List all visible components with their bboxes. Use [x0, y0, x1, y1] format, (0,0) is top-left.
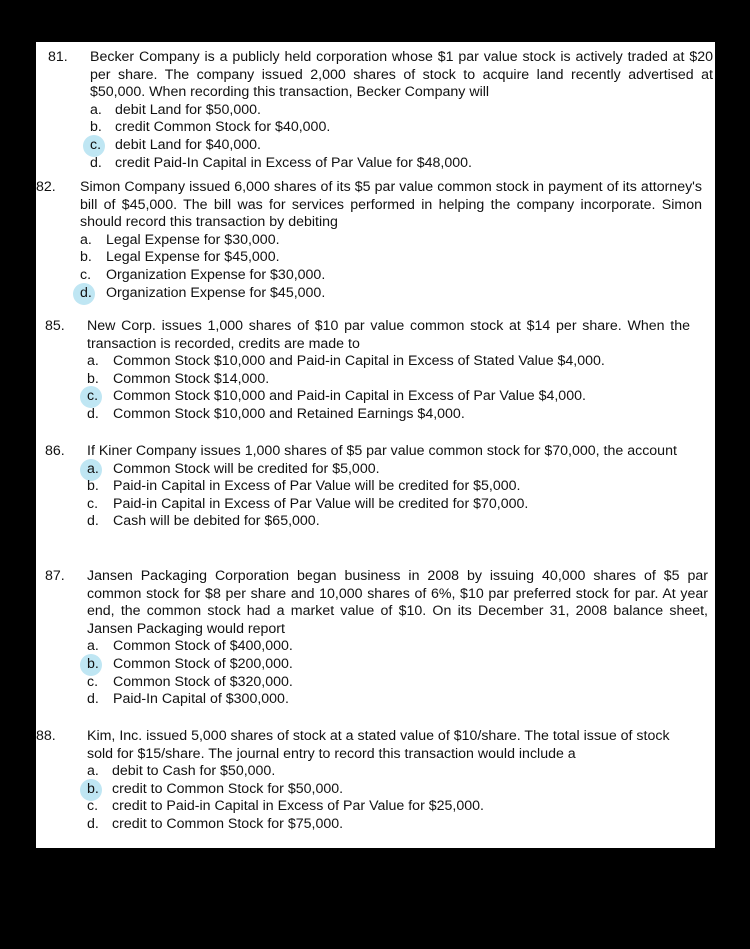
- option-letter: d.: [87, 405, 99, 422]
- option-letter: c.: [87, 495, 99, 512]
- option-letter: a.: [87, 638, 99, 655]
- option-text: Paid-in Capital in Excess of Par Value will be credited for $70,000.: [113, 495, 529, 512]
- question-number: 87.: [45, 568, 65, 584]
- option-text: Common Stock of $320,000.: [113, 673, 293, 690]
- question-85: [45, 318, 690, 424]
- option-d-selected[interactable]: [80, 285, 702, 303]
- question-number: 88.: [36, 728, 56, 744]
- option-d[interactable]: [90, 155, 713, 173]
- option-b-selected[interactable]: [87, 781, 686, 799]
- option-a[interactable]: [87, 638, 708, 656]
- option-text: Common Stock $10,000 and Paid-in Capital in Excess of Stated Value $4,000.: [113, 353, 605, 370]
- question-86: [45, 443, 681, 531]
- option-text: Organization Expense for $30,000.: [106, 266, 326, 283]
- question-stem: Becker Company is a publicly held corporation whose $1 par value stock is actively traded at $20 per share. The company issued 2,000 shares of stock to acquire land recently advertised at $50,000. When recording this transaction, Becker Company will: [90, 49, 713, 101]
- question-82: [36, 179, 702, 302]
- option-c[interactable]: [87, 798, 686, 816]
- option-letter: d.: [80, 284, 92, 301]
- question-stem: Kim, Inc. issued 5,000 shares of stock at a stated value of $10/share. The total issue of stock sold for $15/share. The journal entry to record this transaction would include a: [87, 728, 670, 762]
- option-d[interactable]: [87, 691, 708, 709]
- option-letter: a.: [90, 101, 102, 118]
- option-text: debit Land for $40,000.: [115, 136, 261, 153]
- option-text: Common Stock of $200,000.: [113, 655, 293, 672]
- question-number: 81.: [48, 49, 68, 65]
- question-number: 86.: [45, 443, 65, 459]
- option-b[interactable]: [90, 119, 713, 137]
- question-88: [36, 728, 686, 834]
- option-a[interactable]: [90, 102, 713, 120]
- option-text: debit to Cash for $50,000.: [112, 763, 276, 780]
- worksheet-page: [36, 42, 715, 848]
- option-letter: b.: [87, 780, 99, 797]
- question-81: [48, 49, 713, 172]
- option-b[interactable]: [80, 249, 702, 267]
- option-text: Organization Expense for $45,000.: [106, 284, 326, 301]
- option-d[interactable]: [87, 406, 690, 424]
- option-c[interactable]: [87, 674, 708, 692]
- question-number: 82.: [36, 179, 56, 195]
- question-87: [45, 568, 708, 709]
- option-text: Paid-in Capital in Excess of Par Value will be credited for $5,000.: [113, 478, 521, 495]
- question-stem: Simon Company issued 6,000 shares of its $5 par value common stock in payment of its attorney's bill of $45,000. The bill was for services performed in helping the company incorporate. Simon should record this transaction by debiting: [80, 179, 702, 231]
- option-text: debit Land for $50,000.: [115, 101, 261, 118]
- option-letter: a.: [80, 231, 92, 248]
- option-c-selected[interactable]: [87, 388, 690, 406]
- option-letter: b.: [87, 478, 99, 495]
- option-a[interactable]: [80, 232, 702, 250]
- option-text: Common Stock will be credited for $5,000.: [113, 460, 380, 477]
- option-text: credit to Paid-in Capital in Excess of Par Value for $25,000.: [112, 798, 484, 815]
- question-stem: If Kiner Company issues 1,000 shares of $5 par value common stock for $70,000, the account: [87, 443, 677, 459]
- question-number: 85.: [45, 318, 65, 334]
- option-text: Cash will be debited for $65,000.: [113, 513, 320, 530]
- option-text: Paid-In Capital of $300,000.: [113, 691, 289, 708]
- option-text: Legal Expense for $45,000.: [106, 249, 280, 266]
- option-letter: c.: [87, 388, 99, 405]
- question-stem: New Corp. issues 1,000 shares of $10 par value common stock at $14 per share. When the transaction is recorded, credits are made to: [87, 318, 690, 352]
- option-text: credit to Common Stock for $75,000.: [112, 815, 344, 832]
- option-b[interactable]: [87, 478, 681, 496]
- option-letter: d.: [87, 815, 99, 832]
- option-letter: a.: [87, 353, 99, 370]
- option-letter: c.: [90, 136, 102, 153]
- option-text: Common Stock of $400,000.: [113, 638, 293, 655]
- option-b[interactable]: [87, 371, 690, 389]
- option-d[interactable]: [87, 513, 681, 531]
- option-text: credit Paid-In Capital in Excess of Par Value for $48,000.: [115, 154, 472, 171]
- option-letter: b.: [87, 655, 99, 672]
- option-letter: b.: [90, 119, 102, 136]
- option-b-selected[interactable]: [87, 656, 708, 674]
- option-text: Common Stock $10,000 and Paid-in Capital in Excess of Par Value $4,000.: [113, 388, 586, 405]
- question-stem: Jansen Packaging Corporation began business in 2008 by issuing 40,000 shares of $5 par common stock for $8 per share and 10,000 shares of 6%, $10 par preferred stock for par. At year end, the common stock had a market value of $10. On its December 31, 2008 balance sheet, Jansen Packaging would report: [87, 568, 708, 637]
- option-letter: b.: [87, 370, 99, 387]
- option-letter: a.: [87, 763, 99, 780]
- option-letter: d.: [90, 154, 102, 171]
- option-a-selected[interactable]: [87, 461, 681, 479]
- option-letter: d.: [87, 513, 99, 530]
- option-d[interactable]: [87, 816, 686, 834]
- option-c[interactable]: [87, 496, 681, 514]
- option-letter: c.: [80, 266, 92, 283]
- option-c-selected[interactable]: [90, 137, 713, 155]
- option-a[interactable]: [87, 353, 690, 371]
- option-text: credit to Common Stock for $50,000.: [112, 780, 344, 797]
- option-text: Legal Expense for $30,000.: [106, 231, 280, 248]
- option-text: Common Stock $10,000 and Retained Earnings $4,000.: [113, 405, 465, 422]
- option-text: credit Common Stock for $40,000.: [115, 119, 331, 136]
- option-letter: d.: [87, 691, 99, 708]
- option-letter: a.: [87, 460, 99, 477]
- option-letter: c.: [87, 673, 99, 690]
- option-c[interactable]: [80, 267, 702, 285]
- option-text: Common Stock $14,000.: [113, 370, 270, 387]
- option-letter: c.: [87, 798, 99, 815]
- option-a[interactable]: [87, 763, 686, 781]
- option-letter: b.: [80, 249, 92, 266]
